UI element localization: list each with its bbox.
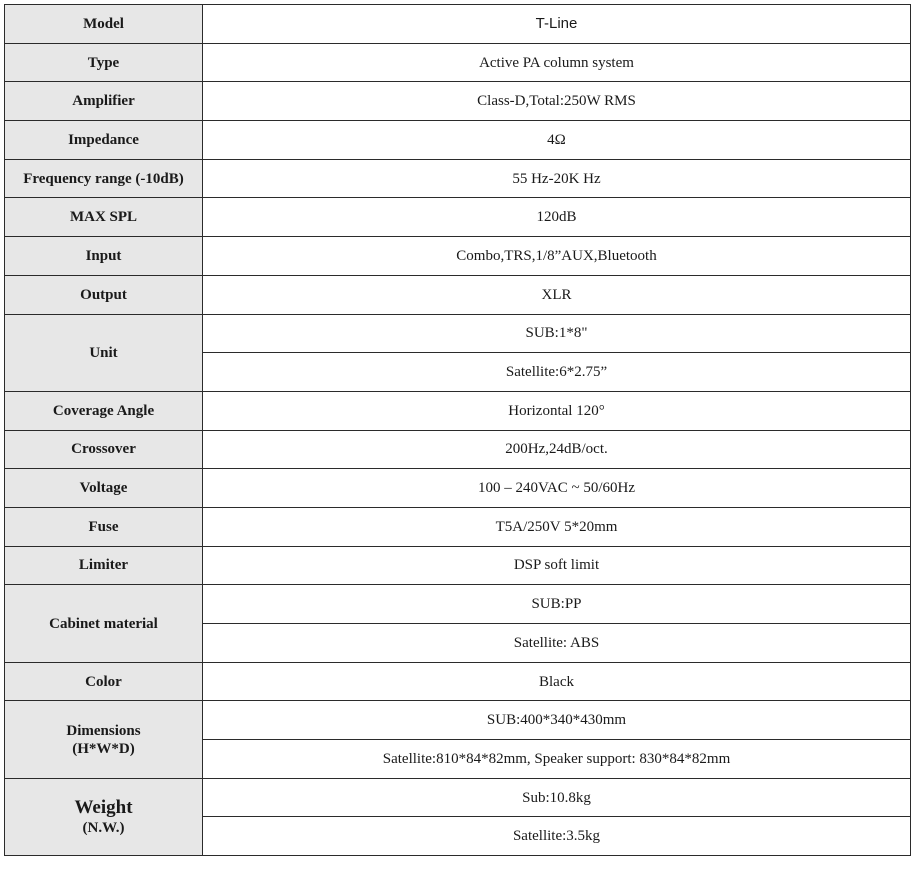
weight-sub-value: Sub:10.8kg: [203, 778, 911, 817]
spec-table: [4, 4, 911, 856]
output-value: XLR: [203, 275, 911, 314]
row-label-fuse: Fuse: [5, 507, 203, 546]
weight-satellite-value: Satellite:3.5kg: [203, 817, 911, 856]
table-row: [5, 662, 911, 701]
cabinet-satellite-value: Satellite: ABS: [203, 624, 911, 663]
dimensions-sublabel: (H*W*D): [72, 740, 135, 757]
table-row: [5, 198, 911, 237]
table-row: [5, 507, 911, 546]
weight-sublabel: (N.W.): [82, 820, 125, 837]
row-label-type: Type: [5, 43, 203, 82]
table-row: [5, 43, 911, 82]
weight-label: Weight: [74, 796, 133, 818]
row-label-coverage: Coverage Angle: [5, 391, 203, 430]
table-row: [5, 314, 911, 353]
dimensions-label: Dimensions: [66, 722, 141, 739]
voltage-value: 100 – 240VAC ~ 50/60Hz: [203, 469, 911, 508]
row-label-model: Model: [5, 5, 203, 44]
fuse-value: T5A/250V 5*20mm: [203, 507, 911, 546]
amplifier-value: Class-D,Total:250W RMS: [203, 82, 911, 121]
row-label-color: Color: [5, 662, 203, 701]
row-label-unit: Unit: [5, 314, 203, 391]
frequency-value: 55 Hz-20K Hz: [203, 159, 911, 198]
table-row: [5, 5, 911, 44]
dimensions-satellite-value: Satellite:810*84*82mm, Speaker support: 830*84*82mm: [203, 740, 911, 779]
table-row: [5, 391, 911, 430]
table-row: [5, 585, 911, 624]
table-row: [5, 275, 911, 314]
row-label-output: Output: [5, 275, 203, 314]
row-label-cabinet: Cabinet material: [5, 585, 203, 662]
table-row: [5, 430, 911, 469]
row-label-impedance: Impedance: [5, 121, 203, 160]
table-row: [5, 121, 911, 160]
unit-sub-value: SUB:1*8": [203, 314, 911, 353]
unit-satellite-value: Satellite:6*2.75”: [203, 353, 911, 392]
table-row: [5, 159, 911, 198]
row-label-amplifier: Amplifier: [5, 82, 203, 121]
row-label-voltage: Voltage: [5, 469, 203, 508]
limiter-value: DSP soft limit: [203, 546, 911, 585]
dimensions-sub-value: SUB:400*340*430mm: [203, 701, 911, 740]
crossover-value: 200Hz,24dB/oct.: [203, 430, 911, 469]
row-label-crossover: Crossover: [5, 430, 203, 469]
table-row: [5, 82, 911, 121]
input-value: Combo,TRS,1/8”AUX,Bluetooth: [203, 237, 911, 276]
row-label-frequency: Frequency range (-10dB): [5, 159, 203, 198]
table-row: [5, 237, 911, 276]
type-value: Active PA column system: [203, 43, 911, 82]
row-label-input: Input: [5, 237, 203, 276]
table-row: [5, 778, 911, 817]
row-label-dimensions: [5, 701, 203, 778]
max-spl-value: 120dB: [203, 198, 911, 237]
model-value: T-Line: [203, 5, 911, 44]
color-value: Black: [203, 662, 911, 701]
impedance-value: 4Ω: [203, 121, 911, 160]
row-label-limiter: Limiter: [5, 546, 203, 585]
cabinet-sub-value: SUB:PP: [203, 585, 911, 624]
coverage-value: Horizontal 120°: [203, 391, 911, 430]
row-label-max-spl: MAX SPL: [5, 198, 203, 237]
row-label-weight: [5, 778, 203, 855]
table-row: [5, 546, 911, 585]
table-row: [5, 469, 911, 508]
table-row: [5, 701, 911, 740]
